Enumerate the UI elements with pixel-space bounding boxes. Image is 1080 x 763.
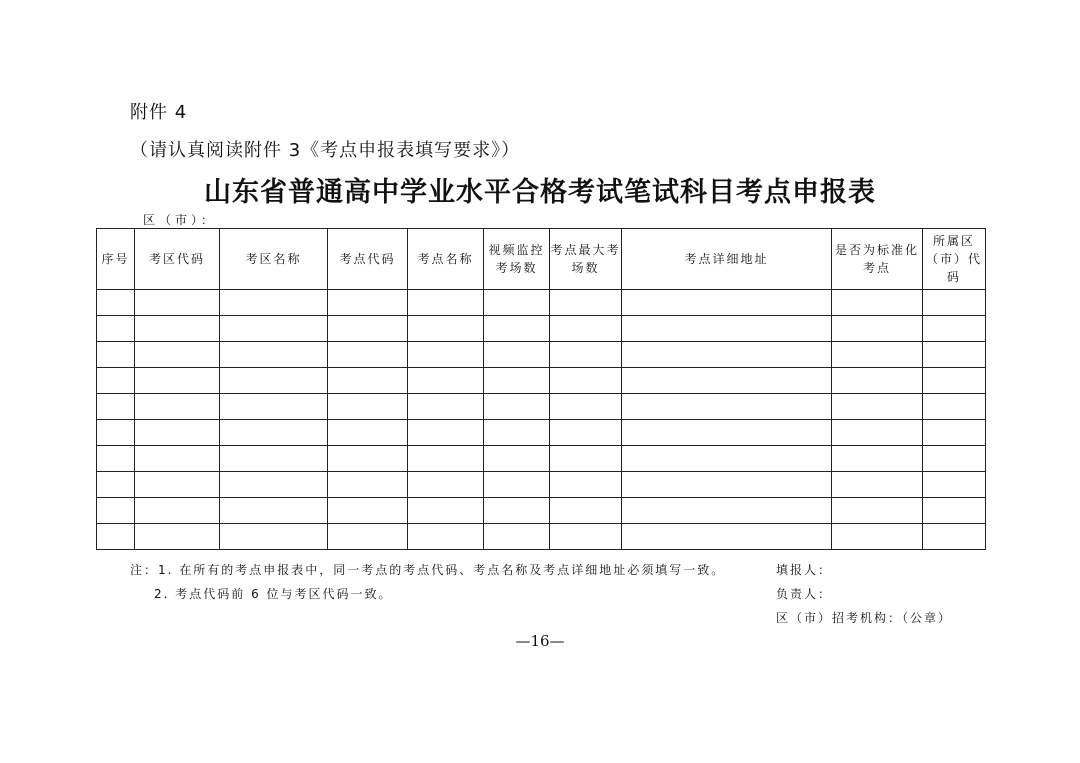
header-cell: 考点代码 xyxy=(328,229,408,290)
attachment-label: 附件 4 xyxy=(130,102,188,123)
header-cell: 考区名称 xyxy=(220,229,328,290)
table-cell[interactable] xyxy=(622,342,832,368)
header-cell: 考区代码 xyxy=(135,229,220,290)
table-cell[interactable] xyxy=(923,524,986,550)
page-number: —16— xyxy=(515,632,565,650)
table-cell[interactable] xyxy=(484,342,550,368)
signature-block xyxy=(776,558,952,630)
table-cell[interactable] xyxy=(97,446,135,472)
header-cell: 序号 xyxy=(97,229,135,290)
header-cell: 是否为标准化考点 xyxy=(832,229,923,290)
table-cell[interactable] xyxy=(220,316,328,342)
table-cell[interactable] xyxy=(135,342,220,368)
table-cell[interactable] xyxy=(484,290,550,316)
table-cell[interactable] xyxy=(135,316,220,342)
table-cell[interactable] xyxy=(923,420,986,446)
table-row xyxy=(97,498,986,524)
table-cell[interactable] xyxy=(408,316,484,342)
table-cell[interactable] xyxy=(622,420,832,446)
instruction-note: （请认真阅读附件 3《考点申报表填写要求》） xyxy=(130,140,521,161)
table-cell[interactable] xyxy=(328,498,408,524)
table-cell[interactable] xyxy=(135,394,220,420)
table-cell[interactable] xyxy=(923,290,986,316)
table-cell[interactable] xyxy=(484,394,550,420)
table-cell[interactable] xyxy=(832,498,923,524)
table-cell[interactable] xyxy=(832,472,923,498)
header-cell: 考点详细地址 xyxy=(622,229,832,290)
table-cell[interactable] xyxy=(97,498,135,524)
table-row xyxy=(97,420,986,446)
table-cell[interactable] xyxy=(97,316,135,342)
table-cell[interactable] xyxy=(622,368,832,394)
table-cell[interactable] xyxy=(622,524,832,550)
table-cell[interactable] xyxy=(220,290,328,316)
table-cell[interactable] xyxy=(135,290,220,316)
table-cell[interactable] xyxy=(135,472,220,498)
table-cell[interactable] xyxy=(328,394,408,420)
table-cell[interactable] xyxy=(923,368,986,394)
table-body xyxy=(97,290,986,550)
table-cell[interactable] xyxy=(622,498,832,524)
table-cell[interactable] xyxy=(923,316,986,342)
header-cell: 所属区（市）代码 xyxy=(923,229,986,290)
note-line-1: 注：1. 在所有的考点申报表中，同一考点的考点代码、考点名称及考点详细地址必须填写一致。 xyxy=(130,563,726,577)
table-cell[interactable] xyxy=(328,290,408,316)
table-cell[interactable] xyxy=(220,446,328,472)
table-cell[interactable] xyxy=(408,342,484,368)
table-cell[interactable] xyxy=(622,472,832,498)
table-cell[interactable] xyxy=(328,368,408,394)
table-row xyxy=(97,446,986,472)
table-cell[interactable] xyxy=(408,446,484,472)
table-cell[interactable] xyxy=(135,420,220,446)
table-cell[interactable] xyxy=(408,290,484,316)
table-cell[interactable] xyxy=(484,472,550,498)
table-cell[interactable] xyxy=(622,394,832,420)
table-cell[interactable] xyxy=(220,524,328,550)
table-row xyxy=(97,290,986,316)
header-cell: 视频监控考场数 xyxy=(484,229,550,290)
table-cell[interactable] xyxy=(832,316,923,342)
table-cell[interactable] xyxy=(550,342,622,368)
table-cell[interactable] xyxy=(550,290,622,316)
table-cell[interactable] xyxy=(832,290,923,316)
table-row xyxy=(97,472,986,498)
table-cell[interactable] xyxy=(220,368,328,394)
table-cell[interactable] xyxy=(97,524,135,550)
notes xyxy=(130,558,725,606)
table-cell[interactable] xyxy=(484,420,550,446)
application-table xyxy=(96,228,986,550)
table-cell[interactable] xyxy=(408,498,484,524)
table-cell[interactable] xyxy=(550,446,622,472)
table-cell[interactable] xyxy=(97,394,135,420)
table-cell[interactable] xyxy=(832,524,923,550)
table-cell[interactable] xyxy=(328,524,408,550)
table-cell[interactable] xyxy=(550,420,622,446)
table-cell[interactable] xyxy=(832,368,923,394)
table-header-row xyxy=(97,229,986,290)
table-cell[interactable] xyxy=(328,472,408,498)
table-cell[interactable] xyxy=(550,368,622,394)
table-cell[interactable] xyxy=(484,316,550,342)
table-cell[interactable] xyxy=(135,498,220,524)
table-cell[interactable] xyxy=(408,394,484,420)
table-cell[interactable] xyxy=(220,472,328,498)
table-cell[interactable] xyxy=(550,498,622,524)
table-cell[interactable] xyxy=(484,368,550,394)
table-row xyxy=(97,316,986,342)
table-cell[interactable] xyxy=(622,316,832,342)
district-label: 区（市）： xyxy=(143,213,218,227)
table-row xyxy=(97,524,986,550)
table-cell[interactable] xyxy=(923,498,986,524)
document-title: 山东省普通高中学业水平合格考试笔试科目考点申报表 xyxy=(204,177,876,208)
table-cell[interactable] xyxy=(484,524,550,550)
header-cell: 考点最大考场数 xyxy=(550,229,622,290)
agency-label: 区（市）招考机构：（公章） xyxy=(776,611,953,625)
table-cell[interactable] xyxy=(97,342,135,368)
table-cell[interactable] xyxy=(923,472,986,498)
table-cell[interactable] xyxy=(408,524,484,550)
table-cell[interactable] xyxy=(408,472,484,498)
table-cell[interactable] xyxy=(408,368,484,394)
district-line xyxy=(143,211,217,228)
table-cell[interactable] xyxy=(550,524,622,550)
table-row xyxy=(97,394,986,420)
table-cell[interactable] xyxy=(923,394,986,420)
table-cell[interactable] xyxy=(97,368,135,394)
table-cell[interactable] xyxy=(220,342,328,368)
table-cell[interactable] xyxy=(832,420,923,446)
table-cell[interactable] xyxy=(832,394,923,420)
table-cell[interactable] xyxy=(550,472,622,498)
table-row xyxy=(97,368,986,394)
table-cell[interactable] xyxy=(97,420,135,446)
table-cell[interactable] xyxy=(408,420,484,446)
header-cell: 考点名称 xyxy=(408,229,484,290)
table-cell[interactable] xyxy=(328,316,408,342)
table-cell[interactable] xyxy=(220,498,328,524)
table-cell[interactable] xyxy=(484,498,550,524)
responsible-label: 负责人： xyxy=(776,587,833,601)
table-cell[interactable] xyxy=(923,446,986,472)
table-cell[interactable] xyxy=(622,290,832,316)
table-row xyxy=(97,342,986,368)
table-cell[interactable] xyxy=(328,446,408,472)
table-cell[interactable] xyxy=(97,290,135,316)
table-cell[interactable] xyxy=(220,420,328,446)
table-cell[interactable] xyxy=(923,342,986,368)
table-cell[interactable] xyxy=(550,394,622,420)
table-cell[interactable] xyxy=(622,446,832,472)
note-line-2: 2. 考点代码前 6 位与考区代码一致。 xyxy=(154,587,393,601)
table-cell[interactable] xyxy=(484,446,550,472)
filler-label: 填报人： xyxy=(776,563,833,577)
table-cell[interactable] xyxy=(135,446,220,472)
table-cell[interactable] xyxy=(220,394,328,420)
table-cell[interactable] xyxy=(97,472,135,498)
table-cell[interactable] xyxy=(328,342,408,368)
table-cell[interactable] xyxy=(832,446,923,472)
table-cell[interactable] xyxy=(328,420,408,446)
table-cell[interactable] xyxy=(135,368,220,394)
table-cell[interactable] xyxy=(135,524,220,550)
table-cell[interactable] xyxy=(832,342,923,368)
table-cell[interactable] xyxy=(550,316,622,342)
